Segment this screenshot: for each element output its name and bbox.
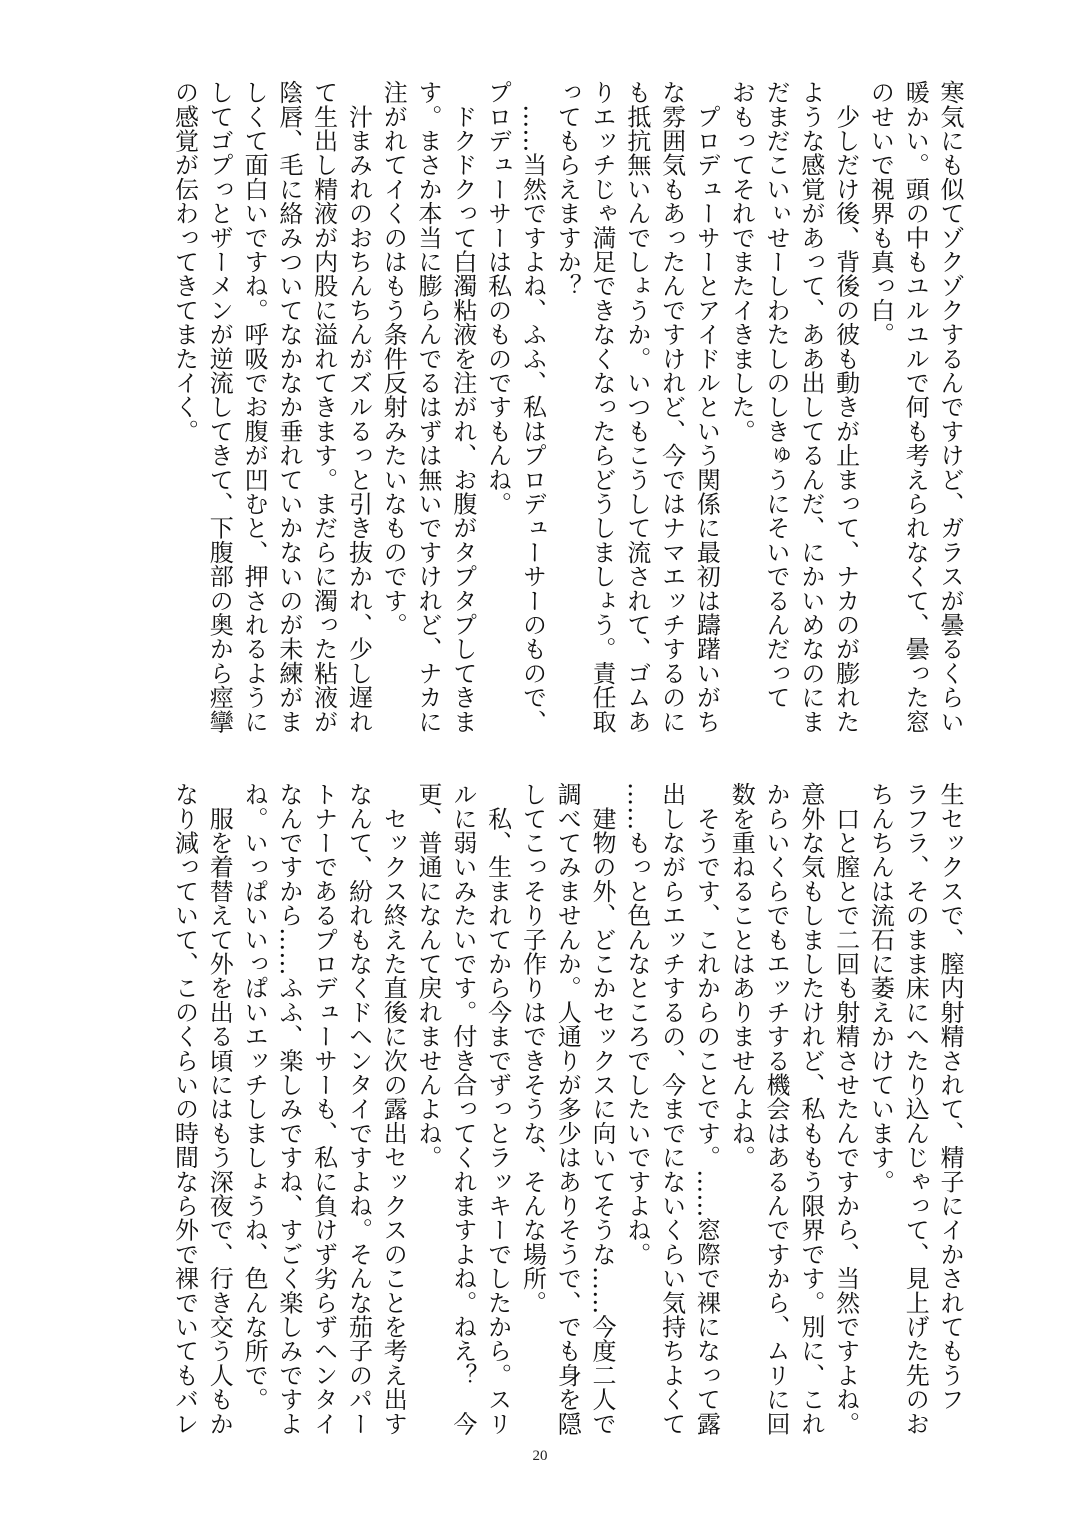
- text-column: 私、生まれてから今までずっとラッキーでしたから。スリ: [483, 782, 512, 1436]
- text-column: 更、普通になんて戻れませんよね。: [414, 782, 443, 1170]
- text-column: ってもらえますか？: [553, 80, 582, 298]
- text-column: 数を重ねることはありませんよね。: [727, 782, 756, 1170]
- text-column: ような感覚があって、ああ出してるんだ、にかいめなのにま: [796, 80, 825, 734]
- text-column: そうです、これからのことです。……窓際で裸になって露: [692, 782, 721, 1436]
- text-column: も抵抗無いんでしょうか。いつもこうして流されて、ゴムあ: [622, 80, 651, 734]
- text-block-bottom: [167, 782, 967, 1436]
- text-column: 意外な気もしましたけれど、私ももう限界です。別に、これ: [796, 782, 825, 1436]
- text-column: 暖かい。頭の中もユルユルで何も考えられなくて、曇った窓: [901, 80, 930, 734]
- text-column: なんですから……ふふ、楽しみですね、すごく楽しみですよ: [274, 782, 303, 1436]
- text-column: 陰唇、毛に絡みついてなかなか垂れていかないのが未練がま: [274, 80, 303, 734]
- text-column: て生出し精液が内股に溢れてきます。まだらに濁った粘液が: [309, 80, 338, 734]
- text-column: 寒気にも似てゾクゾクするんですけど、ガラスが曇るくらい: [936, 80, 964, 734]
- text-column: トナーであるプロデューサーも、私に負けず劣らずヘンタイ: [309, 782, 338, 1436]
- text-column: の感覚が伝わってきてまたイく。: [170, 80, 199, 443]
- text-column: 注がれてイくのはもう条件反射みたいなものです。: [379, 80, 408, 637]
- text-block-top: [167, 80, 967, 734]
- text-column: ラフラ、そのまま床にへたり込んじゃって、見上げた先のお: [901, 782, 930, 1436]
- page-number: 20: [532, 1448, 548, 1464]
- text-column: プロデューサーとアイドルという関係に最初は躊躇いがち: [692, 80, 721, 734]
- text-column: 服を着替えて外を出る頃にはもう深夜で、行き交う人もか: [205, 782, 234, 1436]
- text-column: ドクドクって白濁粘液を注がれ、お腹がタプタプしてきま: [448, 80, 477, 734]
- text-column: おもってそれでまたイきました。: [727, 80, 756, 443]
- text-column: からいくらでもエッチする機会はあるんですから、ムリに回: [762, 782, 791, 1436]
- text-column: 建物の外、どこかセックスに向いてそうな……今度二人で: [588, 782, 617, 1436]
- text-column: ね。いっぱいいっぱいエッチしましょうね、色んな所で。: [240, 782, 269, 1412]
- text-column: 汁まみれのおちんちんがズルるっと引き抜かれ、少し遅れ: [344, 80, 373, 734]
- text-column: 少しだけ後、背後の彼も動きが止まって、ナカのが膨れた: [831, 80, 860, 734]
- text-column: プロデューサーは私のものですもんね。: [483, 80, 512, 516]
- text-column: 調べてみませんか。人通りが多少はありそうで、でも身を隠: [553, 782, 582, 1436]
- text-column: ……当然ですよね、ふふ、私はプロデューサーのもので、: [518, 80, 547, 734]
- text-column: してゴプっとザーメンが逆流してきて、下腹部の奥から痙攣: [205, 80, 234, 734]
- text-column: な雰囲気もあったんですけれど、今ではナマエッチするのに: [657, 80, 686, 734]
- text-column: 生セックスで、膣内射精されて、精子にイかされてもうフ: [936, 782, 964, 1412]
- text-column: なんて、紛れもなくドヘンタイですよね。そんな茄子のパー: [344, 782, 373, 1436]
- text-column: ちんちんは流石に萎えかけています。: [866, 782, 895, 1194]
- text-column: 口と膣とで二回も射精させたんですから、当然ですよね。: [831, 782, 860, 1436]
- text-column: す。まさか本当に膨らんでるはずは無いですけれど、ナカに: [414, 80, 443, 734]
- text-column: りエッチじゃ満足できなくなったらどうしましょう。責任取: [588, 80, 617, 734]
- text-column: 出しながらエッチするの、今までにないくらい気持ちよくて: [657, 782, 686, 1436]
- text-column: のせいで視界も真っ白。: [866, 80, 895, 347]
- text-column: ルに弱いみたいです。付き合ってくれますよね。ねえ？ 今: [448, 782, 477, 1436]
- text-column: なり減っていて、このくらいの時間なら外で裸でいてもバレ: [170, 782, 199, 1436]
- text-column: してこっそり子作りはできそうな、そんな場所。: [518, 782, 547, 1315]
- text-column: ……もっと色んなところでしたいですよね。: [622, 782, 651, 1266]
- text-column: しくて面白いですね。呼吸でお腹が凹むと、押されるように: [240, 80, 269, 734]
- text-column: セックス終えた直後に次の露出セックスのことを考え出す: [379, 782, 408, 1436]
- text-column: だまだこいぃせーしわたしのしきゅうにそいでるんだって: [762, 80, 791, 710]
